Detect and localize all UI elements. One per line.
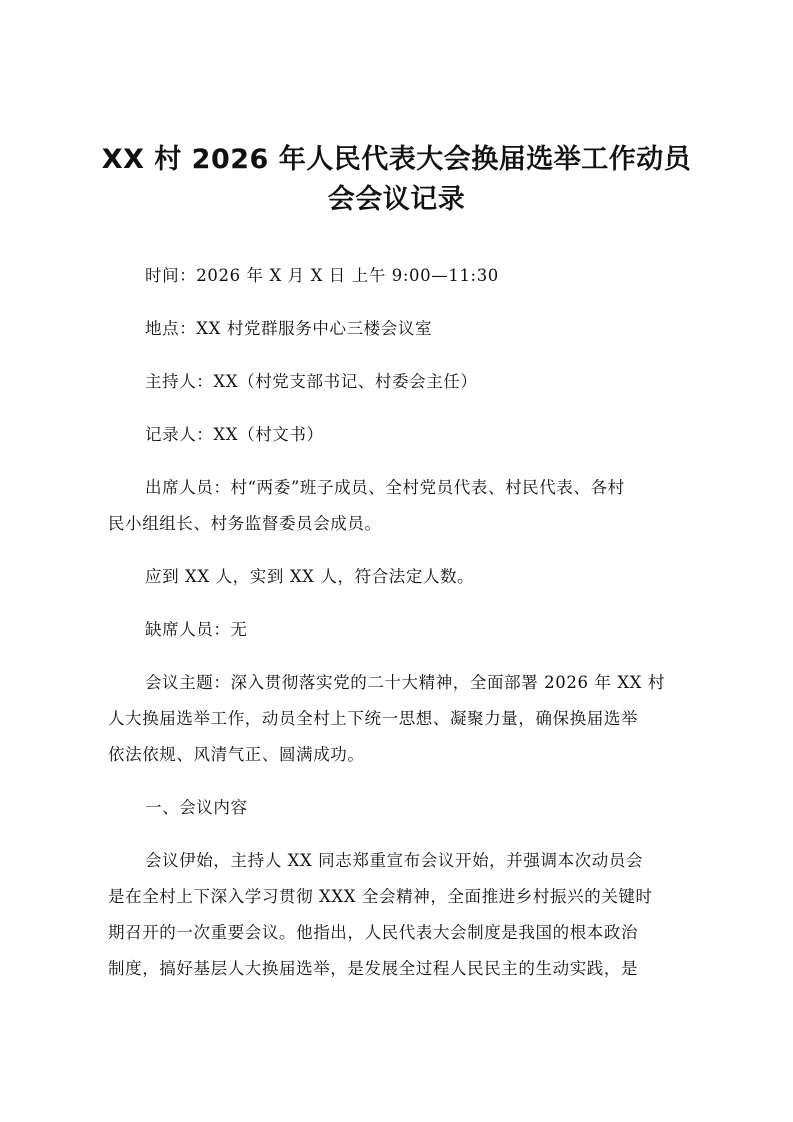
- meeting-time: 时间：2026 年 X 月 X 日 上午 9:00—11:30: [145, 266, 499, 285]
- title-line-1: XX 村 2026 年人民代表大会换届选举工作动员: [101, 144, 692, 175]
- document-body: [108, 258, 698, 987]
- paragraph-1-line-2: 是在全村上下深入学习贯彻 XXX 全会精神，全面推进乡村振兴的关键时: [108, 887, 653, 906]
- attendance-count: 应到 XX 人，实到 XX 人，符合法定人数。: [145, 567, 475, 586]
- paragraph-1-line-4: 制度，搞好基层人大换届选举，是发展全过程人民民主的生动实践，是: [108, 959, 639, 978]
- meeting-host: 主持人：XX（村党支部书记、村委会主任）: [145, 372, 478, 391]
- attendees-line-1: 出席人员：村“两委”班子成员、全村党员代表、村民代表、各村: [145, 478, 625, 497]
- theme-line-3: 依法依规、风清气正、圆满成功。: [108, 745, 365, 764]
- attendees-line-2: 民小组组长、村务监督委员会成员。: [108, 514, 382, 533]
- meeting-recorder: 记录人：XX（村文书）: [145, 425, 324, 444]
- paragraph-1-line-1: 会议伊始，主持人 XX 同志郑重宣布会议开始，并强调本次动员会: [145, 851, 644, 870]
- theme-line-1: 会议主题：深入贯彻落实党的二十大精神，全面部署 2026 年 XX 村: [145, 673, 665, 692]
- theme-line-2: 人大换届选举工作，动员全村上下统一思想、凝聚力量，确保换届选举: [108, 709, 639, 728]
- paragraph-1-line-3: 期召开的一次重要会议。他指出，人民代表大会制度是我国的根本政治: [108, 923, 639, 942]
- absent-members: 缺席人员：无: [145, 620, 248, 639]
- title-line-2: 会会议记录: [327, 184, 466, 215]
- section-heading-1: 一、会议内容: [145, 798, 248, 817]
- meeting-location: 地点：XX 村党群服务中心三楼会议室: [145, 319, 433, 338]
- document-title: [95, 140, 698, 220]
